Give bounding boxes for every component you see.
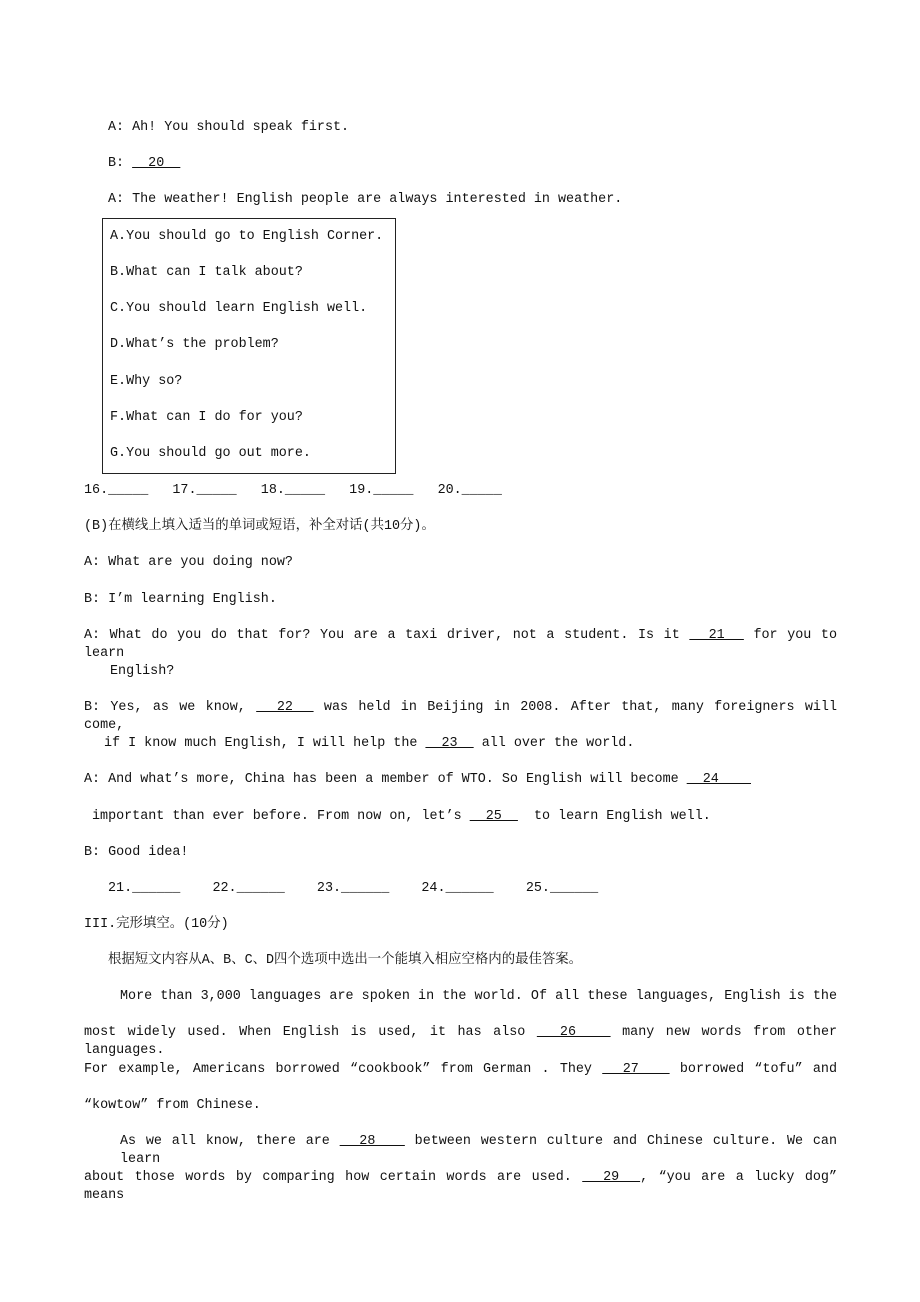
text-segment: 21.______ 22.______ 23.______ 24.______ 25.______ xyxy=(108,881,599,896)
text-line xyxy=(108,191,622,209)
text-segment: (B)在横线上填入适当的单词或短语，补全对话(共10分)。 xyxy=(84,519,435,534)
answer-blank: 26 xyxy=(536,1025,611,1040)
text-segment: important than ever before. From now on, let’s xyxy=(92,809,470,824)
text-line xyxy=(84,627,837,661)
text-segment: A: What are you doing now? xyxy=(84,555,293,570)
text-line xyxy=(84,554,293,572)
answer-blank: 21 xyxy=(689,628,744,643)
text-segment: all over the world. xyxy=(473,736,635,751)
text-segment: 根据短文内容从A、B、C、D四个选项中选出一个能填入相应空格内的最佳答案。 xyxy=(108,953,583,968)
text-segment: to learn English well. xyxy=(517,809,711,824)
text-segment: was held in Beijing in 2008. After that, many foreigners will come, xyxy=(84,700,838,733)
text-segment: B: I’m learning English. xyxy=(84,592,277,607)
text-segment: between western culture and Chinese culture. We can learn xyxy=(120,1134,837,1167)
option-item xyxy=(110,336,279,354)
answer-blank: 28 xyxy=(339,1134,405,1149)
option-item xyxy=(110,373,182,391)
answer-blank: 29 xyxy=(582,1170,641,1185)
option-item xyxy=(110,409,303,427)
text-segment: G.You should go out more. xyxy=(110,446,311,461)
text-line xyxy=(84,1024,838,1058)
text-line xyxy=(84,482,502,500)
text-line xyxy=(84,699,838,733)
text-segment: A: And what’s more, China has been a member of WTO. So English will become xyxy=(84,772,687,787)
text-line xyxy=(84,1097,261,1115)
text-segment: B.What can I talk about? xyxy=(110,265,303,280)
text-segment: English? xyxy=(110,664,175,679)
text-segment: many new words from other languages. xyxy=(84,1025,838,1058)
text-segment: B: Yes, as we know, xyxy=(84,700,257,715)
text-segment: C.You should learn English well. xyxy=(110,301,368,316)
text-segment: A: What do you do that for? You are a taxi driver, not a student. Is it xyxy=(84,628,690,643)
text-segment: most widely used. When English is used, it has also xyxy=(84,1025,537,1040)
text-segment: about those words by comparing how certain words are used. xyxy=(84,1170,583,1185)
text-line xyxy=(120,1133,837,1167)
text-segment: “kowtow” from Chinese. xyxy=(84,1098,261,1113)
text-line xyxy=(84,518,435,536)
text-line xyxy=(120,988,837,1006)
text-line xyxy=(84,916,229,934)
option-item xyxy=(110,228,383,246)
text-segment: For example, Americans borrowed “cookbook” from German . They xyxy=(84,1062,603,1077)
answer-blank: 22 xyxy=(256,700,314,715)
text-line xyxy=(84,771,751,789)
text-line xyxy=(108,155,180,173)
text-segment: B: xyxy=(108,156,133,171)
text-segment: 16._____ 17._____ 18._____ 19._____ 20._____ xyxy=(84,483,502,498)
text-segment: A: The weather! English people are always interested in weather. xyxy=(108,192,623,207)
text-segment: , “you are a lucky dog” means xyxy=(84,1170,837,1203)
text-segment: B: Good idea! xyxy=(84,845,189,860)
text-line xyxy=(108,119,349,137)
text-segment: if I know much English, I will help the xyxy=(104,736,426,751)
answer-blank: 25 xyxy=(469,809,518,824)
text-line xyxy=(84,591,277,609)
text-line xyxy=(84,1169,837,1203)
text-segment: III.完形填空。(10分) xyxy=(84,917,229,932)
option-item xyxy=(110,264,303,282)
text-segment: borrowed “tofu” and xyxy=(669,1062,837,1077)
answer-blank: 23 xyxy=(425,736,474,751)
text-line xyxy=(110,663,174,681)
option-item xyxy=(110,445,311,463)
text-segment: As we all know, there are xyxy=(120,1134,340,1149)
text-segment: E.Why so? xyxy=(110,374,183,389)
answer-blank: 27 xyxy=(602,1062,670,1077)
text-segment: A.You should go to English Corner. xyxy=(110,229,384,244)
text-line xyxy=(104,735,634,753)
text-segment: F.What can I do for you? xyxy=(110,410,303,425)
text-segment: A: Ah! You should speak first. xyxy=(108,120,350,135)
text-line xyxy=(92,808,711,826)
answer-blank: 24 xyxy=(686,772,751,787)
text-line xyxy=(108,880,598,898)
text-segment: More than 3,000 languages are spoken in the world. Of all these languages, English is the xyxy=(120,989,837,1004)
text-segment: for you to learn xyxy=(84,628,837,661)
option-item xyxy=(110,300,367,318)
text-line xyxy=(84,844,188,862)
text-line xyxy=(108,952,582,970)
text-line xyxy=(84,1061,837,1079)
answer-blank: 20 xyxy=(132,156,181,171)
text-segment: D.What’s the problem? xyxy=(110,337,279,352)
